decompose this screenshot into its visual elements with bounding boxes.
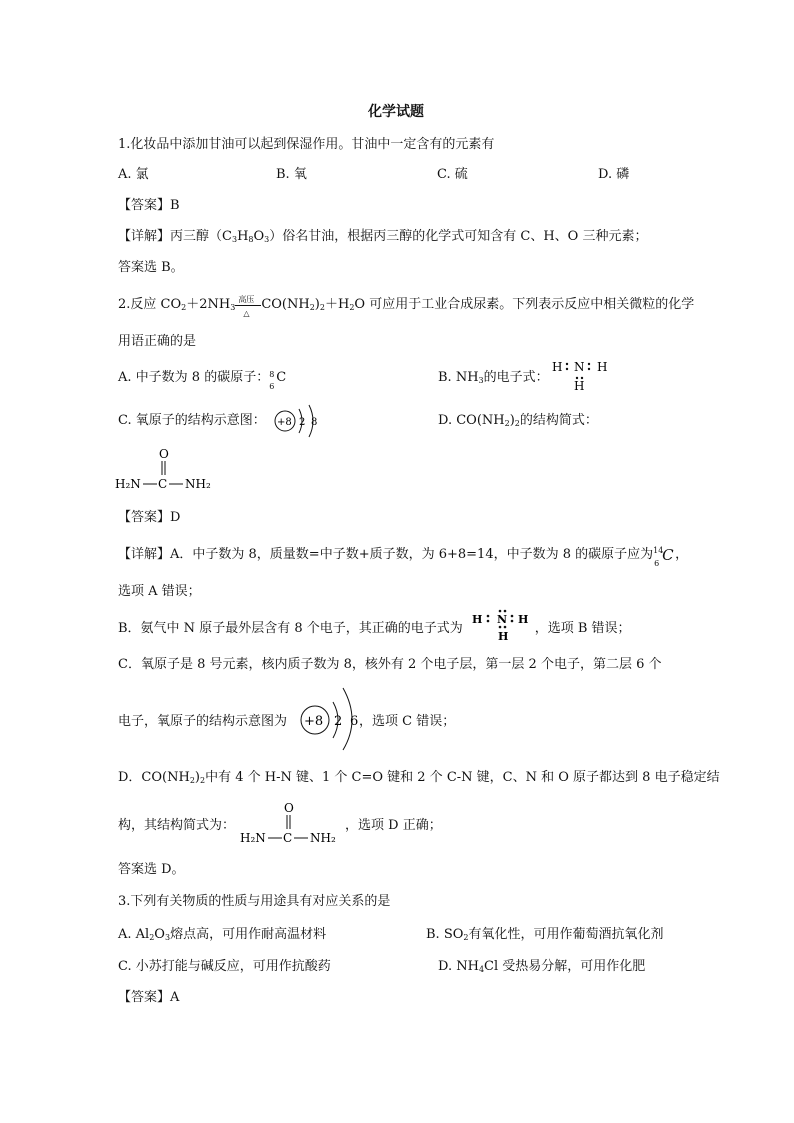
electron-dot [588,368,590,370]
detail-text: D．CO(NH [118,770,190,785]
answer-tag: 【答案】 [118,198,171,213]
q1-detail [118,228,647,249]
detail-text: B．氨气中 N 原子最外层含有 8 个电子，其正确的电子式为 [118,621,463,636]
reaction-condition [235,295,261,318]
element-symbol: C [662,546,674,564]
page-title: 化学试题 [368,104,424,120]
atomic-number: 6 [654,559,660,568]
oxygen-structure-wrong [273,399,325,443]
answer-tag: 【答案】 [118,510,171,525]
subscript: 3 [164,933,171,942]
q1-option-d: D. 磷 [598,167,630,182]
element-symbol: C [276,370,287,385]
shell-count: 2 [299,417,306,428]
atom-n: N [574,360,585,374]
mass-number: 8 [269,370,275,379]
option-text: 的电子式： [483,370,549,385]
q2-option-d [438,412,598,433]
group-nh2: NH₂ [310,831,336,845]
stem-text: O 可应用于工业合成尿素。下列表示反应中相关微粒的化学 [354,297,695,312]
q2-option-b [438,369,549,390]
condition-over: 高压 [238,295,255,304]
option-text: Cl 受热易分解，可用作化肥 [484,959,646,974]
q2-detail-b [118,620,631,638]
q3-option-a [118,926,326,947]
detail-text: 丙三醇（C [170,229,232,244]
electron-dot [504,610,507,613]
atom-h: H [552,360,563,374]
q2-detail-c-line2 [118,713,455,731]
atom-h: H [518,613,529,626]
subscript: 2 [309,303,315,312]
detail-text: A．中子数为 8，质量数=中子数+质子数，为 6+8=14，中子数为 8 的碳原子应为 [170,547,654,562]
atom-c: C [158,477,168,491]
subscript: 2 [181,303,187,312]
subscript: 3 [230,303,236,312]
subscript: 2 [349,303,355,312]
option-text: 有氧化性，可用作葡萄酒抗氧化剂 [468,927,664,942]
subscript: 2 [199,776,206,785]
q3-option-b [426,926,664,947]
detail-text: O [253,229,265,244]
electron-dot [511,615,514,618]
answer-value: B [170,198,180,213]
q2-conclusion: 答案选 D。 [118,862,185,877]
atom-c: C [283,831,293,845]
electron-dot [566,363,568,365]
q2-detail-a-line2: 选项 A 错误； [118,584,201,599]
option-text: ) [509,413,515,428]
detail-text: 构，其结构简式为： [118,818,236,833]
q1-option-b: B. 氧 [276,167,307,182]
detail-tag: 【详解】 [118,547,171,562]
subscript: 3 [231,235,238,244]
detail-text: 中有 4 个 H-N 键、1 个 C=O 键和 2 个 C-N 键，C、N 和 O 原子都达到 8 电子稳定结 [205,770,720,785]
question-2-stem-line2: 用语正确的是 [118,334,197,349]
atomic-number: 6 [269,382,275,391]
q2-detail-d-line1 [118,769,720,790]
option-text: B. SO [426,927,464,942]
subscript: 2 [514,419,520,428]
detail-text: ，选项 C 错误； [359,714,456,729]
option-text: O [154,927,165,942]
q1-conclusion: 答案选 B。 [118,260,184,275]
subscript: 2 [504,419,510,428]
question-2-stem [118,296,694,317]
option-text: B. NH [438,370,479,385]
subscript: 2 [149,933,155,942]
detail-text: ) [194,770,200,785]
detail-text: ， [675,547,689,562]
electron-dot [588,363,590,365]
q2-option-c: C. 氧原子的结构示意图： [118,413,266,428]
subscript: 4 [478,965,485,974]
nh3-electron-formula-correct [470,608,540,644]
q1-option-a: A. 氯 [118,167,149,182]
stem-text: 2.反应 CO [118,297,182,312]
atom-o: O [159,447,169,461]
atom-h: H [498,630,509,643]
subscript: 2 [463,933,469,942]
q2-detail-a-line1 [118,546,689,568]
subscript: 2 [319,303,325,312]
question-1-stem: 1.化妆品中添加甘油可以起到保湿作用。甘油中一定含有的元素有 [118,137,495,152]
option-text: 熔点高，可用作耐高温材料 [170,927,327,942]
electron-dot [499,610,502,613]
electron-dot [487,620,490,623]
answer-value: D [170,510,181,525]
nh3-electron-formula-wrong [552,358,616,396]
condition-under: △ [243,309,250,318]
electron-dot [511,620,514,623]
subscript: 8 [248,235,254,244]
atom-h: H [597,360,608,374]
option-text: A. Al [118,927,150,942]
nuclide-symbol [269,369,287,391]
option-text: D. CO(NH [438,413,505,428]
q2-answer [118,509,180,527]
atom-o: O [284,801,294,815]
shell-count: 2 [334,714,343,729]
urea-structure [115,444,219,494]
q3-option-c: C. 小苏打能与碱反应，可用作抗酸药 [118,959,331,974]
mass-number: 14 [653,546,664,555]
stem-text: CO(NH [261,297,310,312]
nucleus-charge: +8 [277,417,292,428]
q2-detail-c-line1: C．氧原子是 8 号元素，核内质子数为 8，核外有 2 个电子层，第一层 2 个电子，第二层 6 个 [118,657,662,672]
detail-text: ）俗名甘油，根据丙三醇的化学式可知含有 C、H、O 三种元素； [269,229,648,244]
answer-tag: 【答案】 [118,990,171,1005]
detail-text: H [237,229,249,244]
nuclide-symbol [653,546,675,568]
q1-answer [118,197,180,215]
detail-tag: 【详解】 [118,229,171,244]
question-3-stem: 3.下列有关物质的性质与用途具有对应关系的是 [118,894,391,909]
electron-dot [504,626,507,629]
stem-text: ＋H [324,297,350,312]
q3-answer [118,989,179,1007]
electron-dot [487,615,490,618]
shell-count: 8 [311,417,318,428]
detail-text: ，选项 D 正确； [345,818,442,833]
group-h2n: H₂N [240,831,266,845]
atom-h: H [472,613,483,626]
q3-option-d [438,958,645,979]
detail-text: 电子，氧原子的结构示意图为 [118,714,288,729]
q1-option-c: C. 硫 [437,167,468,182]
subscript: 3 [478,376,484,385]
stem-text: ＋2NH [186,297,231,312]
urea-structure-detail [240,798,344,848]
option-text: D. NH [438,959,479,974]
group-nh2: NH₂ [185,477,211,491]
answer-value: A [170,990,180,1005]
subscript: 2 [189,776,195,785]
electron-dot [499,626,502,629]
option-text: A. 中子数为 8 的碳原子： [118,370,270,385]
electron-dot [566,368,568,370]
atom-h: H [574,379,585,393]
group-h2n: H₂N [115,477,141,491]
oxygen-structure-correct [299,684,367,754]
option-text: 的结构简式： [519,413,598,428]
nucleus-charge: +8 [304,714,324,729]
shell-count: 6 [350,714,359,729]
stem-text: ) [314,297,320,312]
subscript: 3 [264,235,270,244]
detail-text: ，选项 B 错误； [534,621,631,636]
q2-option-a [118,369,287,391]
atom-n: N [497,613,508,626]
